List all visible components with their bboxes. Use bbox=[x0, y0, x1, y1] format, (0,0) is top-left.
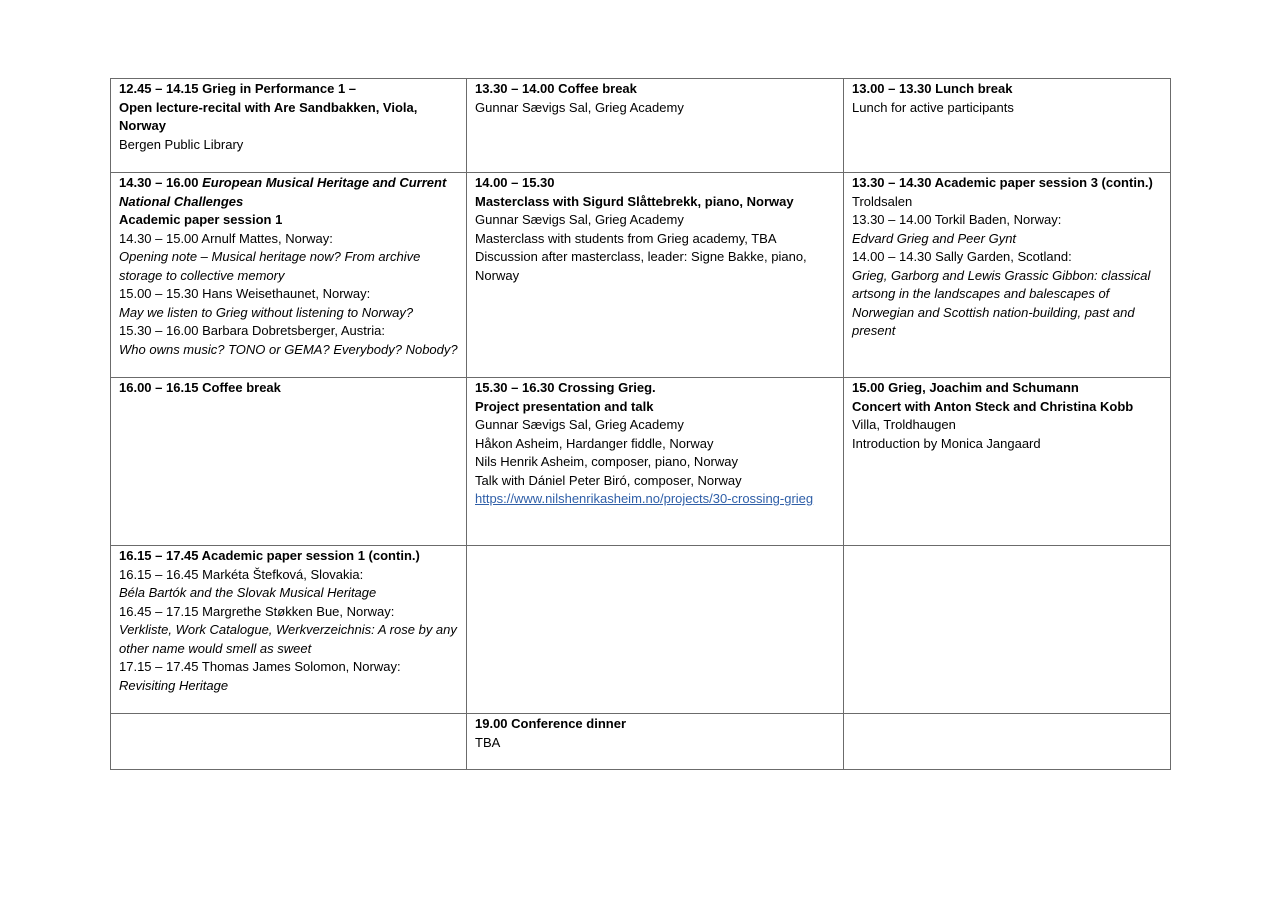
schedule-cell bbox=[844, 714, 1171, 770]
session-heading: 14.00 – 15.30 bbox=[475, 175, 555, 190]
schedule-row bbox=[111, 79, 1171, 173]
session-detail: Bergen Public Library bbox=[119, 136, 244, 152]
session-detail: Talk with Dániel Peter Biró, composer, Norway bbox=[475, 472, 742, 488]
session-heading: Academic paper session 1 bbox=[119, 212, 283, 227]
schedule-cell bbox=[844, 79, 1171, 173]
schedule-table bbox=[110, 78, 1171, 770]
paper-title: May we listen to Grieg without listening to Norway? bbox=[119, 304, 414, 320]
session-detail: Introduction by Monica Jangaard bbox=[852, 435, 1041, 451]
session-heading: Project presentation and talk bbox=[475, 398, 654, 414]
session-heading: Concert with Anton Steck and Christina Kobb bbox=[852, 398, 1134, 414]
session-detail: Lunch for active participants bbox=[852, 99, 1014, 115]
paper-title: Edvard Grieg and Peer Gynt bbox=[852, 230, 1017, 246]
schedule-row bbox=[111, 546, 1171, 714]
schedule-cell bbox=[467, 714, 844, 770]
session-theme: European Musical Heritage and Current National Challenges bbox=[119, 175, 447, 209]
schedule-cell bbox=[467, 546, 844, 714]
session-detail: Troldsalen bbox=[852, 193, 913, 209]
project-link[interactable]: https://www.nilshenrikasheim.no/projects/30-crossing-grieg bbox=[475, 491, 814, 506]
session-heading: 13.30 – 14.30 Academic paper session 3 (contin.) bbox=[852, 175, 1153, 190]
schedule-cell bbox=[467, 79, 844, 173]
session-heading: 16.00 – 16.15 Coffee break bbox=[119, 380, 281, 395]
schedule-cell bbox=[111, 714, 467, 770]
schedule-row bbox=[111, 378, 1171, 546]
session-heading: 19.00 Conference dinner bbox=[475, 716, 626, 731]
session-detail: 15.30 – 16.00 Barbara Dobretsberger, Austria: bbox=[119, 323, 385, 338]
schedule-cell bbox=[844, 173, 1171, 378]
schedule-row bbox=[111, 714, 1171, 770]
session-heading: Open lecture-recital with Are Sandbakken, Viola, Norway bbox=[119, 99, 418, 133]
paper-title: Béla Bartók and the Slovak Musical Heritage bbox=[119, 585, 377, 600]
session-heading: 13.30 – 14.00 Coffee break bbox=[475, 81, 637, 96]
session-detail: Gunnar Sævigs Sal, Grieg Academy bbox=[475, 212, 684, 227]
session-heading: 12.45 – 14.15 Grieg in Performance 1 – bbox=[119, 81, 357, 96]
paper-title: Opening note – Musical heritage now? From archive storage to collective memory bbox=[119, 249, 421, 283]
schedule-cell bbox=[467, 173, 844, 378]
session-detail: 15.00 – 15.30 Hans Weisethaunet, Norway: bbox=[119, 286, 371, 301]
paper-title: Who owns music? TONO or GEMA? Everybody? Nobody? bbox=[119, 341, 458, 357]
session-detail: TBA bbox=[475, 734, 501, 750]
session-detail: Gunnar Sævigs Sal, Grieg Academy bbox=[475, 99, 684, 115]
session-heading: 15.30 – 16.30 Crossing Grieg. bbox=[475, 380, 656, 395]
session-detail: 14.30 – 15.00 Arnulf Mattes, Norway: bbox=[119, 230, 333, 246]
session-detail: 16.15 – 16.45 Markéta Štefková, Slovakia: bbox=[119, 566, 364, 582]
session-detail: 13.30 – 14.00 Torkil Baden, Norway: bbox=[852, 212, 1062, 227]
session-heading: 13.00 – 13.30 Lunch break bbox=[852, 81, 1013, 96]
schedule-row bbox=[111, 173, 1171, 378]
paper-title: Revisiting Heritage bbox=[119, 677, 229, 693]
session-detail: 17.15 – 17.45 Thomas James Solomon, Norway: bbox=[119, 659, 401, 674]
schedule-cell bbox=[467, 378, 844, 546]
schedule-cell bbox=[111, 378, 467, 546]
schedule-cell bbox=[111, 79, 467, 173]
schedule-cell bbox=[844, 546, 1171, 714]
session-detail: 14.00 – 14.30 Sally Garden, Scotland: bbox=[852, 249, 1072, 264]
session-detail: Gunnar Sævigs Sal, Grieg Academy bbox=[475, 417, 684, 432]
session-heading: 16.15 – 17.45 Academic paper session 1 (contin.) bbox=[119, 548, 420, 563]
paper-title: Verkliste, Work Catalogue, Werkverzeichnis: A rose by any other name would smell as sweet bbox=[119, 622, 457, 656]
session-detail: Masterclass with students from Grieg academy, TBA bbox=[475, 230, 777, 246]
session-detail: 16.45 – 17.15 Margrethe Støkken Bue, Norway: bbox=[119, 603, 395, 619]
session-detail: Nils Henrik Asheim, composer, piano, Norway bbox=[475, 454, 738, 469]
session-detail: Discussion after masterclass, leader: Signe Bakke, piano, Norway bbox=[475, 249, 807, 283]
session-heading: 15.00 Grieg, Joachim and Schumann bbox=[852, 380, 1079, 395]
paper-title: Grieg, Garborg and Lewis Grassic Gibbon: classical artsong in the landscapes and balescapes of Norwegian and Scottish nation-building, past and present bbox=[852, 267, 1151, 338]
schedule-cell bbox=[844, 378, 1171, 546]
session-detail: Villa, Troldhaugen bbox=[852, 417, 956, 432]
schedule-cell bbox=[111, 546, 467, 714]
session-heading: Masterclass with Sigurd Slåttebrekk, piano, Norway bbox=[475, 193, 794, 209]
schedule-cell bbox=[111, 173, 467, 378]
session-detail: Håkon Asheim, Hardanger fiddle, Norway bbox=[475, 435, 714, 451]
session-heading: 14.30 – 16.00 bbox=[119, 175, 203, 190]
